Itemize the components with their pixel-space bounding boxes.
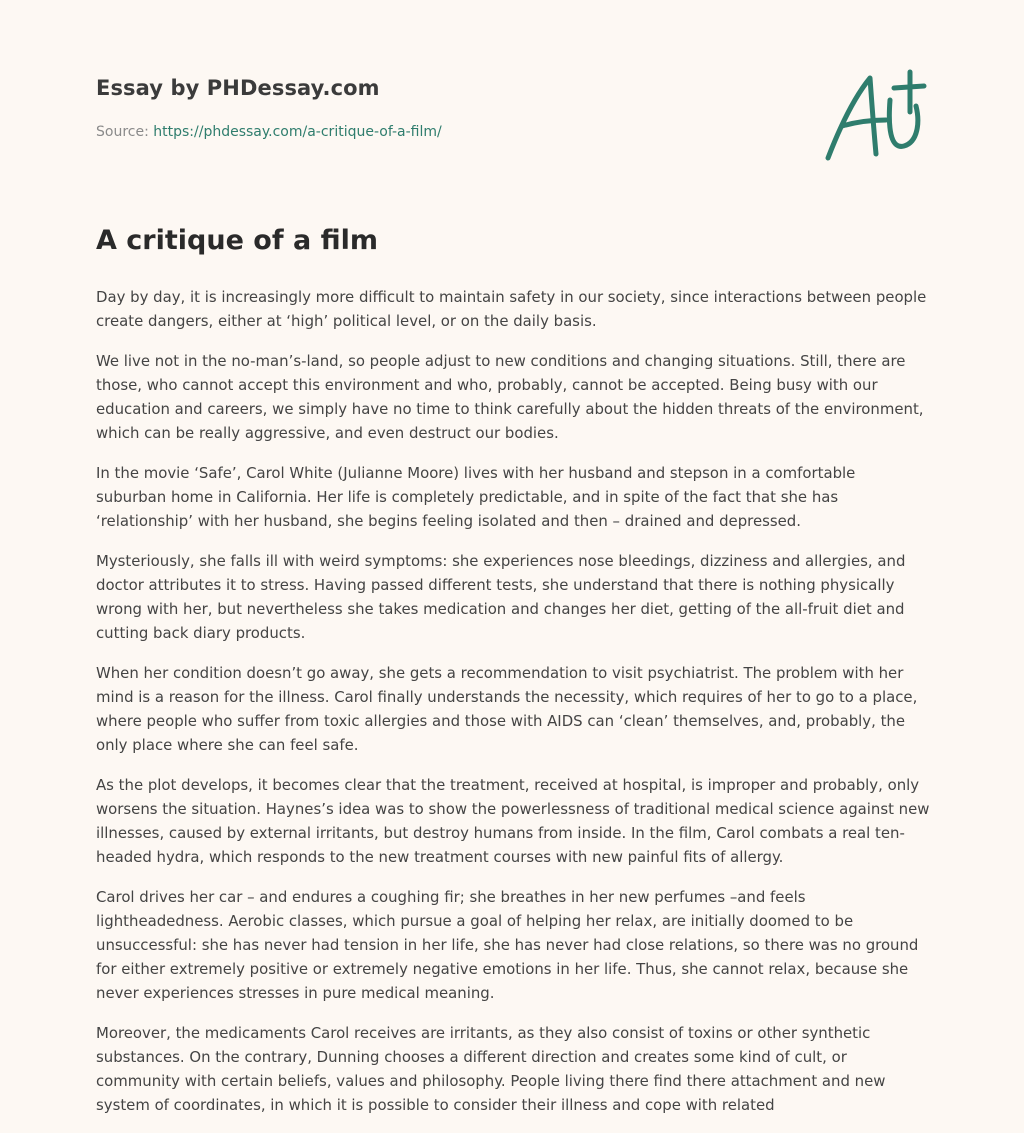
article-paragraph: We live not in the no-man’s-land, so people adjust to new conditions and changing situations. Still, there are those, who cannot accept this environment and who, probably, cannot be accepted. Being busy with our education and careers, we simply have no time to think carefully about the hidden threats of the environment, which can be really aggressive, and even destruct our bodies. xyxy=(96,352,924,442)
article-paragraph: When her condition doesn’t go away, she gets a recommendation to visit psychiatrist. The problem with her mind is a reason for the illness. Carol finally understands the necessity, which requires of her to go to a place, where people who suffer from toxic allergies and those with AIDS can ‘clean’ themselves, and, probably, the only place where she can feel safe. xyxy=(96,664,918,754)
article-body xyxy=(96,285,930,1133)
source-line xyxy=(96,124,442,140)
article-paragraph: Carol drives her car – and endures a coughing fir; she breathes in her new perfumes –and feels lightheadedness. Aerobic classes, which pursue a goal of helping her relax, are initially doomed to be unsuccessful: she has never had tension in her life, she has never had close relations, so there was no ground for either extremely positive or extremely negative emotions in her life. Thus, she cannot relax, because she never experiences stresses in pure medical meaning. xyxy=(96,888,919,1002)
source-label: Source: xyxy=(96,124,154,140)
a-plus-logo-icon xyxy=(824,66,928,164)
article-paragraph: Moreover, the medicaments Carol receives are irritants, as they also consist of toxins or other synthetic substances. On the contrary, Dunning chooses a different direction and creates some kind of cult, or community with certain beliefs, values and philosophy. People living there find there attachment and new system of coordinates, in which it is possible to consider their illness and cope with related xyxy=(96,1024,886,1114)
article-title: A critique of a film xyxy=(96,225,379,256)
article-paragraph: Day by day, it is increasingly more difficult to maintain safety in our society, since interactions between people create dangers, either at ‘high’ political level, or on the daily basis. xyxy=(96,288,927,330)
brand-title: Essay by PHDessay.com xyxy=(96,76,380,100)
article-paragraph: As the plot develops, it becomes clear that the treatment, received at hospital, is improper and probably, only worsens the situation. Haynes’s idea was to show the powerlessness of traditional medical science against new illnesses, caused by external irritants, but destroy humans from inside. In the film, Carol combats a real ten-headed hydra, which responds to the new treatment courses with new painful fits of allergy. xyxy=(96,776,930,866)
article-paragraph: Mysteriously, she falls ill with weird symptoms: she experiences nose bleedings, dizziness and allergies, and doctor attributes it to stress. Having passed different tests, she understand that there is nothing physically wrong with her, but nevertheless she takes medication and changes her diet, getting of the all-fruit diet and cutting back diary products. xyxy=(96,552,906,642)
essay-header xyxy=(96,76,928,176)
article-paragraph: In the movie ‘Safe’, Carol White (Julianne Moore) lives with her husband and stepson in a comfortable suburban home in California. Her life is completely predictable, and in spite of the fact that she has ‘relationship’ with her husband, she begins feeling isolated and then – drained and depressed. xyxy=(96,464,856,530)
source-link[interactable]: https://phdessay.com/a-critique-of-a-film/ xyxy=(153,124,442,140)
